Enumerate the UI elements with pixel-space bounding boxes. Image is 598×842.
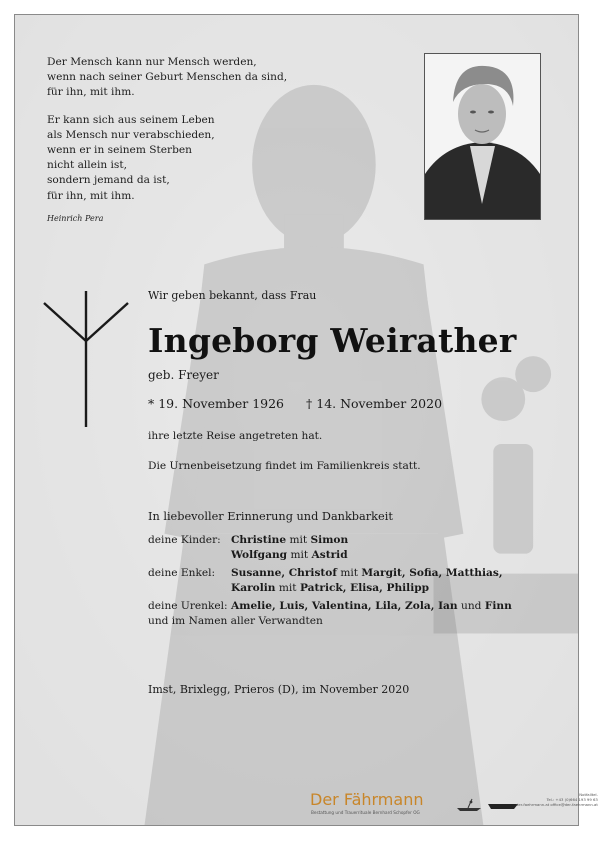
poem-line: als Mensch nur verabschieden, — [47, 128, 215, 141]
obituary-card — [14, 14, 598, 826]
great-grandchildren-block: deine Urenkel: Amelie, Luis, Valentina, Lila, Zola, Ian und Finn und im Namen aller Verwandten — [148, 600, 512, 627]
great-grandchildren-label: deine Urenkel: — [148, 600, 228, 612]
relatives-text: und im Namen aller Verwandten — [148, 614, 323, 627]
grandchildren-label: deine Enkel: — [148, 567, 216, 579]
maiden-name: geb. Freyer — [148, 368, 219, 382]
passing-text: ihre letzte Reise angetreten hat. — [148, 430, 323, 442]
boat-icon — [488, 800, 518, 810]
poem-line: wenn nach seiner Geburt Menschen da sind, — [47, 71, 288, 84]
ferryman-icon — [456, 798, 482, 812]
logo-contact: Notfalltel. Tel.: +43 (0)664 193 99 63 der-faehrmann.at office@der-faehrmann.at — [516, 792, 598, 808]
deceased-name: Ingeborg Weirather — [148, 321, 517, 360]
children-block: deine Kinder: Christine mit Simon Wolfgang mit Astrid — [148, 534, 349, 561]
place-date: Imst, Brixlegg, Prieros (D), im November 2020 — [148, 683, 410, 696]
children-label: deine Kinder: — [148, 534, 221, 546]
poem-line: nicht allein ist, — [47, 159, 127, 172]
birth-date: * 19. November 1926 — [148, 396, 285, 411]
poem-line: Der Mensch kann nur Mensch werden, — [47, 56, 257, 68]
logo-subtitle: Bestattung und Trauerrituale Bernhard Schopfer OG — [311, 810, 420, 815]
poem — [47, 55, 287, 204]
poem-line: für ihn, mit ihm. — [47, 189, 135, 202]
life-dates — [148, 396, 442, 411]
logo-title: Der Fährmann — [310, 790, 424, 809]
funeral-home-logo — [310, 790, 598, 820]
portrait-photo — [424, 53, 541, 220]
poem-line: Er kann sich aus seinem Leben — [47, 113, 215, 126]
intro-text: Wir geben bekannt, dass Frau — [148, 289, 317, 302]
death-date: † 14. November 2020 — [306, 396, 443, 411]
poem-line: für ihn, mit ihm. — [47, 86, 135, 99]
poem-line: sondern jemand da ist, — [47, 174, 170, 187]
poem-author: Heinrich Pera — [47, 214, 104, 223]
grandchildren-block: deine Enkel: Susanne, Christof mit Margit, Sofia, Matthias, Karolin mit Patrick, Elisa, Philipp — [148, 567, 503, 594]
burial-text: Die Urnenbeisetzung findet im Familienkreis statt. — [148, 460, 421, 472]
memory-text: In liebevoller Erinnerung und Dankbarkeit — [148, 510, 393, 523]
death-rune-icon — [43, 291, 129, 427]
poem-line: wenn er in seinem Sterben — [47, 144, 192, 157]
